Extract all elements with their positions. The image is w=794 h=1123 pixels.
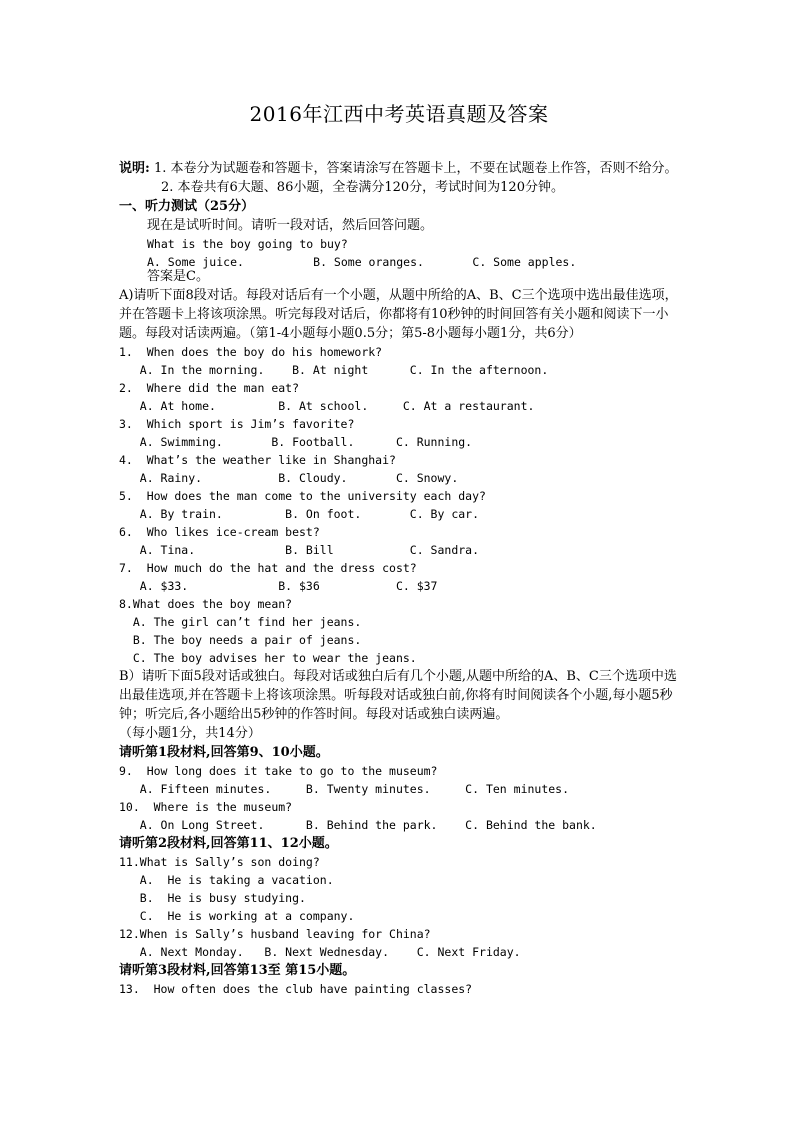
material-3-heading: 请听第3段材料,回答第13至 第15小题。 — [119, 963, 356, 978]
question-11: 11.What is Sally’s son doing? — [119, 855, 320, 869]
sample-answer: 答案是C。 — [147, 269, 209, 284]
question-12: 12.When is Sally’s husband leaving for China? — [119, 927, 431, 941]
question-8-option-b: B. The boy needs a pair of jeans. — [119, 633, 362, 647]
question-11-option-b: B. He is busy studying. — [119, 891, 306, 905]
question-2: 2. Where did the man eat? — [119, 381, 300, 395]
question-8-option-c: C. The boy advises her to wear the jeans. — [119, 651, 417, 665]
question-2-options: A. At home. B. At school. C. At a restaurant. — [119, 399, 535, 413]
question-8-option-a: A. The girl can’t find her jeans. — [119, 615, 362, 629]
part-b-score: （每小题1分，共14分） — [119, 726, 261, 741]
question-5-options: A. By train. B. On foot. C. By car. — [119, 507, 480, 521]
question-3-options: A. Swimming. B. Football. C. Running. — [119, 435, 473, 449]
question-1: 1. When does the boy do his homework? — [119, 345, 383, 359]
instruction-1: 1. 本卷分为试题卷和答题卡，答案请涂写在答题卡上，不要在试题卷上作答，否则不给分。 — [149, 161, 678, 176]
question-3: 3. Which sport is Jim’s favorite? — [119, 417, 355, 431]
page-title: 2016年江西中考英语真题及答案 — [249, 102, 549, 126]
question-7-options: A. $33. B. $36 C. $37 — [119, 579, 438, 593]
exam-page — [119, 98, 679, 998]
question-9: 9. How long does it take to go to the museum? — [119, 764, 438, 778]
part-b-instructions: B）请听下面5段对话或独白。每段对话或独白后有几个小题,从题中所给的A、B、C三个选项中选出最佳选项,并在答题卡上将该项涂黑。听每段对话或独白前,你将有时间阅读各个小题,每小题5秒钟；听完后,各小题给出5秒钟的作答时间。每段对话或独白读两遍。 — [119, 669, 677, 722]
question-12-options: A. Next Monday. B. Next Wednesday. C. Next Friday. — [119, 945, 521, 959]
question-5: 5. How does the man come to the university each day? — [119, 489, 486, 503]
instructions-label: 说明: — [119, 161, 150, 176]
instruction-2: 2. 本卷共有6大题、86小题，全卷满分120分，考试时间为120分钟。 — [161, 180, 564, 195]
material-2-heading: 请听第2段材料,回答第11、12小题。 — [119, 836, 338, 851]
question-6-options: A. Tina. B. Bill C. Sandra. — [119, 543, 480, 557]
material-1-heading: 请听第1段材料,回答第9、10小题。 — [119, 745, 329, 760]
question-6: 6. Who likes ice-cream best? — [119, 525, 320, 539]
question-1-options: A. In the morning. B. At night C. In the afternoon. — [119, 363, 549, 377]
question-9-options: A. Fifteen minutes. B. Twenty minutes. C. Ten minutes. — [119, 782, 570, 796]
question-10-options: A. On Long Street. B. Behind the park. C. Behind the bank. — [119, 818, 597, 832]
question-13: 13. How often does the club have painting classes? — [119, 982, 473, 996]
part-a-instructions: A)请听下面8段对话。每段对话后有一个小题，从题中所给的A、B、C三个选项中选出最佳选项，并在答题卡上将该项涂黑。听完每段对话后，你都将有10秒钟的时间回答有关小题和阅读下一小题。每段对话读两遍。（第1-4小题每小题0.5分；第5-8小题每小题1分，共6分） — [119, 288, 678, 341]
sample-question: What is the boy going to buy? — [147, 237, 348, 251]
question-11-option-a: A. He is taking a vacation. — [119, 873, 334, 887]
sample-options: A. Some juice. B. Some oranges. C. Some apples. — [147, 255, 577, 269]
question-4-options: A. Rainy. B. Cloudy. C. Snowy. — [119, 471, 459, 485]
question-4: 4. What’s the weather like in Shanghai? — [119, 453, 396, 467]
question-11-option-c: C. He is working at a company. — [119, 909, 355, 923]
question-7: 7. How much do the hat and the dress cost? — [119, 561, 417, 575]
sample-intro: 现在是试听时间。请听一段对话，然后回答问题。 — [147, 218, 434, 233]
section1-heading: 一、听力测试（25分） — [119, 199, 255, 214]
question-10: 10. Where is the museum? — [119, 800, 293, 814]
instructions — [119, 159, 679, 178]
question-8: 8.What does the boy mean? — [119, 597, 293, 611]
